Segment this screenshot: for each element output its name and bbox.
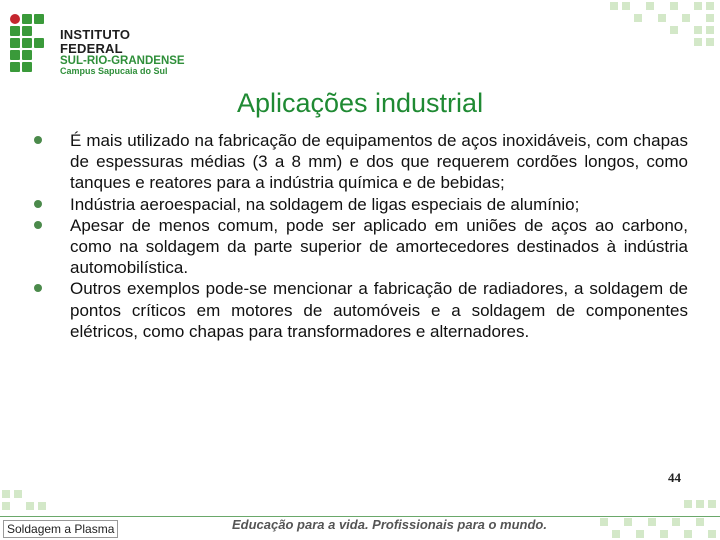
logo-line-2: SUL-RIO-GRANDENSE xyxy=(60,55,185,68)
corner-decoration-bottom-right xyxy=(594,500,720,540)
footer-course-label: Soldagem a Plasma xyxy=(3,520,118,538)
bullet-text: Outros exemplos pode-se mencionar a fabricação de radiadores, a soldagem de pontos críticos em motores de automóveis e a soldagem de componentes elétricos, como chapas para transformadores e alternadores. xyxy=(70,279,688,341)
logo-line-3: Campus Sapucaia do Sul xyxy=(60,66,168,77)
logo-grid-icon xyxy=(10,14,56,72)
institution-logo xyxy=(10,14,190,77)
bullet-text: É mais utilizado na fabricação de equipamentos de aços inoxidáveis, com chapas de espessuras médias (3 a 8 mm) e dos que requerem cordões longos, como tanques e reatores para a indústria química e de bebidas; xyxy=(70,131,688,193)
bullet-icon xyxy=(34,284,42,292)
page-number: 44 xyxy=(668,470,681,485)
corner-decoration-bottom-left xyxy=(0,488,100,516)
bullet-list xyxy=(34,130,688,342)
bullet-icon xyxy=(34,200,42,208)
bullet-item xyxy=(34,278,688,342)
logo-line-1: INSTITUTO FEDERAL xyxy=(60,27,131,56)
bullet-icon xyxy=(34,136,42,144)
slide-title: Aplicações industrial xyxy=(236,88,484,118)
bullet-text: Apesar de menos comum, pode ser aplicado em uniões de aços ao carbono, como na soldagem da parte superior de amortecedores destinados à indústria automobilística. xyxy=(70,215,688,278)
bullet-item xyxy=(34,130,688,194)
bullet-item xyxy=(34,215,688,279)
bullet-text: Indústria aeroespacial, na soldagem de ligas especiais de alumínio; xyxy=(70,194,580,214)
bullet-icon xyxy=(34,221,42,229)
footer-tagline: Educação para a vida. Profissionais para o mundo. xyxy=(232,517,547,532)
bullet-item xyxy=(34,194,688,215)
corner-decoration-top-right xyxy=(600,0,720,60)
